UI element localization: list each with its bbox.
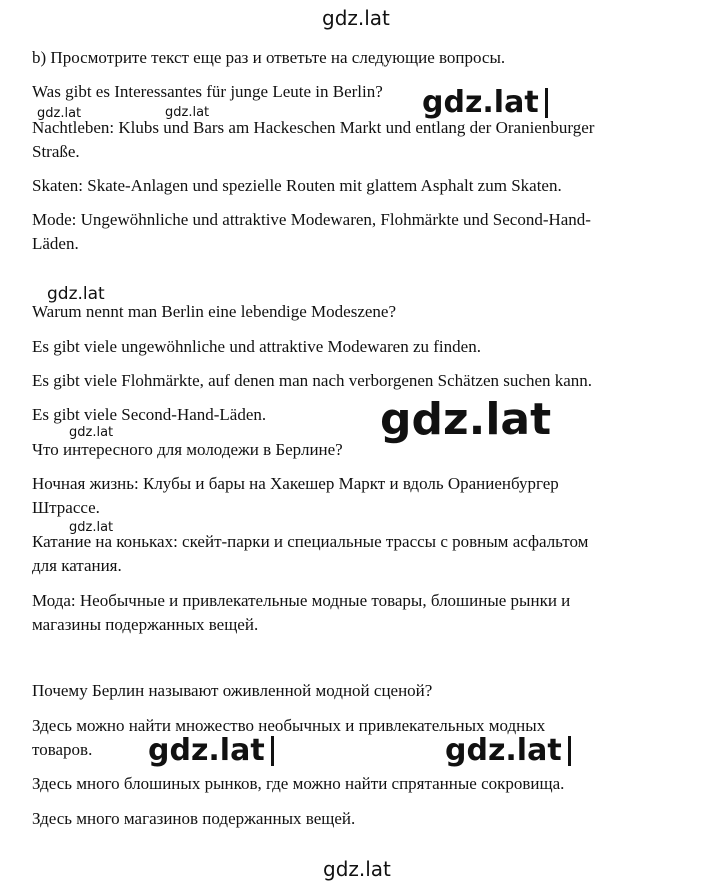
answer-line: Здесь много магазинов подержанных вещей. [32, 809, 356, 828]
watermark-large: gdz.lat [441, 736, 571, 766]
answer-line: Es gibt viele ungewöhnliche und attraktive Modewaren zu finden. [32, 337, 481, 356]
answer-line: Здесь много блошиных рынков, где можно найти спрятанные сокровища. [32, 774, 565, 793]
question-ru-1: Что интересного для молодежи в Берлине? [32, 440, 343, 459]
watermark-small: gdz.lat [37, 106, 82, 121]
answer-line: Es gibt viele Second-Hand-Läden. [32, 405, 267, 424]
answer-line: магазины подержанных вещей. [32, 615, 259, 634]
watermark-medium: gdz.lat [47, 284, 105, 304]
answer-line: Штрассе. [32, 498, 100, 517]
question-de-2: Warum nennt man Berlin eine lebendige Modeszene? [32, 302, 396, 321]
watermark-large: gdz.lat [376, 398, 555, 442]
answer-line: Skaten: Skate-Anlagen und spezielle Routen mit glattem Asphalt zum Skaten. [32, 176, 562, 195]
answer-line: Мода: Необычные и привлекательные модные товары, блошиные рынки и [32, 591, 571, 610]
watermark-top: gdz.lat [322, 6, 390, 30]
answer-line: Ночная жизнь: Клубы и бары на Хакешер Маркт и вдоль Ораниенбургер [32, 474, 559, 493]
watermark-small: gdz.lat [69, 425, 114, 440]
question-ru-2: Почему Берлин называют оживленной модной сценой? [32, 681, 433, 700]
answer-line: Nachtleben: Klubs und Bars am Hackeschen Markt und entlang der Oranienburger [32, 118, 595, 137]
answer-line: для катания. [32, 556, 122, 575]
answer-line: товаров. [32, 740, 93, 759]
watermark-bottom: gdz.lat [323, 857, 391, 881]
task-heading: b) Просмотрите текст еще раз и ответьте на следующие вопросы. [32, 48, 506, 67]
answer-line: Es gibt viele Flohmärkte, auf denen man nach verborgenen Schätzen suchen kann. [32, 371, 593, 390]
answer-line: Läden. [32, 234, 79, 253]
answer-line: Mode: Ungewöhnliche und attraktive Modewaren, Flohmärkte und Second-Hand- [32, 210, 591, 229]
question-de-1: Was gibt es Interessantes für junge Leute in Berlin? [32, 82, 383, 101]
watermark-large: gdz.lat [418, 88, 548, 118]
answer-line: Здесь можно найти множество необычных и привлекательных модных [32, 716, 546, 735]
watermark-small: gdz.lat [69, 520, 114, 535]
watermark-large: gdz.lat [144, 736, 274, 766]
watermark-small: gdz.lat [165, 105, 210, 120]
answer-line: Straße. [32, 142, 80, 161]
answer-line: Катание на коньках: скейт-парки и специальные трассы с ровным асфальтом [32, 532, 589, 551]
